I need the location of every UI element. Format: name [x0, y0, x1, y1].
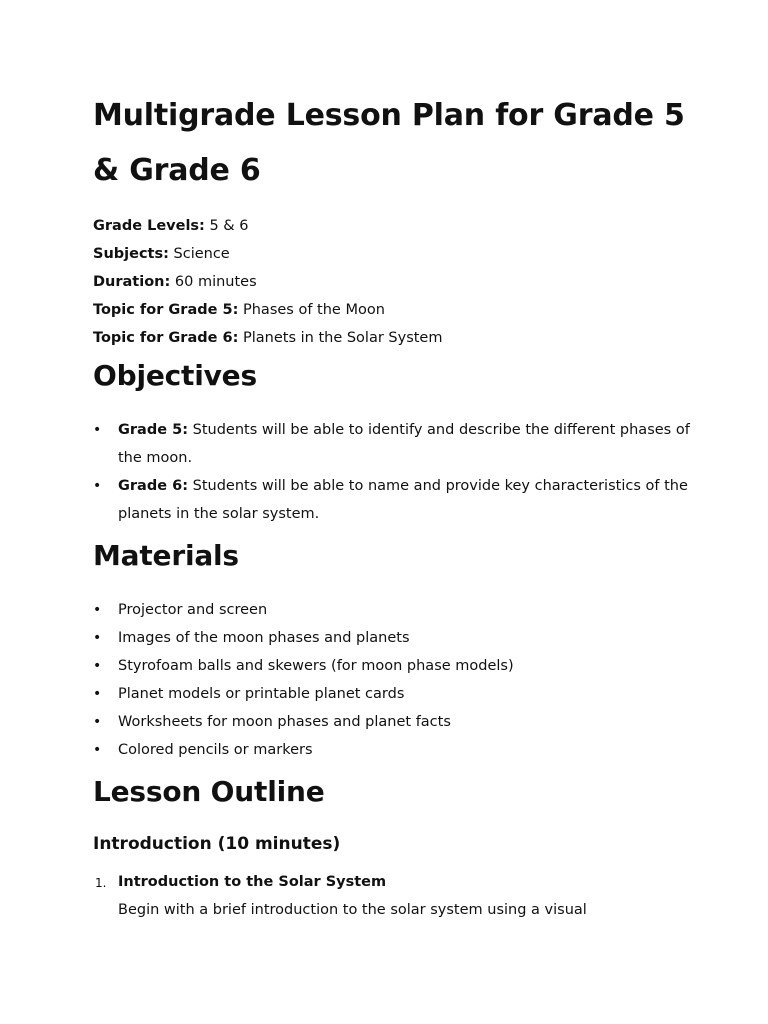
objective-text: Students will be able to identify and describe the different phases of the moon. [118, 422, 690, 466]
objective-grade-label: Grade 6: [118, 478, 188, 494]
list-item: • Images of the moon phases and planets [93, 624, 693, 652]
info-grade-levels [93, 212, 693, 240]
objective-text: Students will be able to name and provide key characteristics of the planets in the solar system. [118, 478, 688, 522]
objective-grade-label: Grade 5: [118, 422, 188, 438]
materials-heading: Materials [93, 539, 239, 572]
lesson-outline-heading: Lesson Outline [93, 775, 325, 808]
materials-list [93, 596, 693, 764]
info-subjects [93, 240, 693, 268]
info-key: Grade Levels: [93, 218, 205, 234]
info-value: 5 & 6 [204, 218, 249, 234]
list-item [93, 868, 693, 924]
list-item: • Projector and screen [93, 596, 693, 624]
info-value: Phases of the Moon [238, 302, 385, 318]
info-value: 60 minutes [170, 274, 257, 290]
info-key: Topic for Grade 6: [93, 330, 239, 346]
list-item: • Worksheets for moon phases and planet facts [93, 708, 693, 736]
list-item: • Colored pencils or markers [93, 736, 693, 764]
step-title: Introduction to the Solar System [118, 874, 387, 890]
info-topic-grade-6 [93, 324, 693, 352]
info-value: Science [168, 246, 230, 262]
list-item: • Planet models or printable planet cards [93, 680, 693, 708]
list-item [93, 416, 693, 472]
introduction-heading: Introduction (10 minutes) [93, 834, 341, 854]
outline-steps [93, 868, 693, 924]
info-key: Subjects: [93, 246, 169, 262]
info-topic-grade-5 [93, 296, 693, 324]
list-item: • Styrofoam balls and skewers (for moon phase models) [93, 652, 693, 680]
info-duration [93, 268, 693, 296]
list-item [93, 472, 693, 528]
document-page [93, 88, 693, 924]
objectives-heading: Objectives [93, 359, 257, 392]
step-number: 1. [95, 876, 107, 890]
objectives-list [93, 416, 693, 528]
document-title: Multigrade Lesson Plan for Grade 5 & Grade 6 [93, 98, 685, 188]
info-key: Topic for Grade 5: [93, 302, 239, 318]
info-value: Planets in the Solar System [238, 330, 443, 346]
lesson-info [93, 212, 693, 352]
step-text: Begin with a brief introduction to the solar system using a visual [118, 902, 587, 918]
info-key: Duration: [93, 274, 171, 290]
